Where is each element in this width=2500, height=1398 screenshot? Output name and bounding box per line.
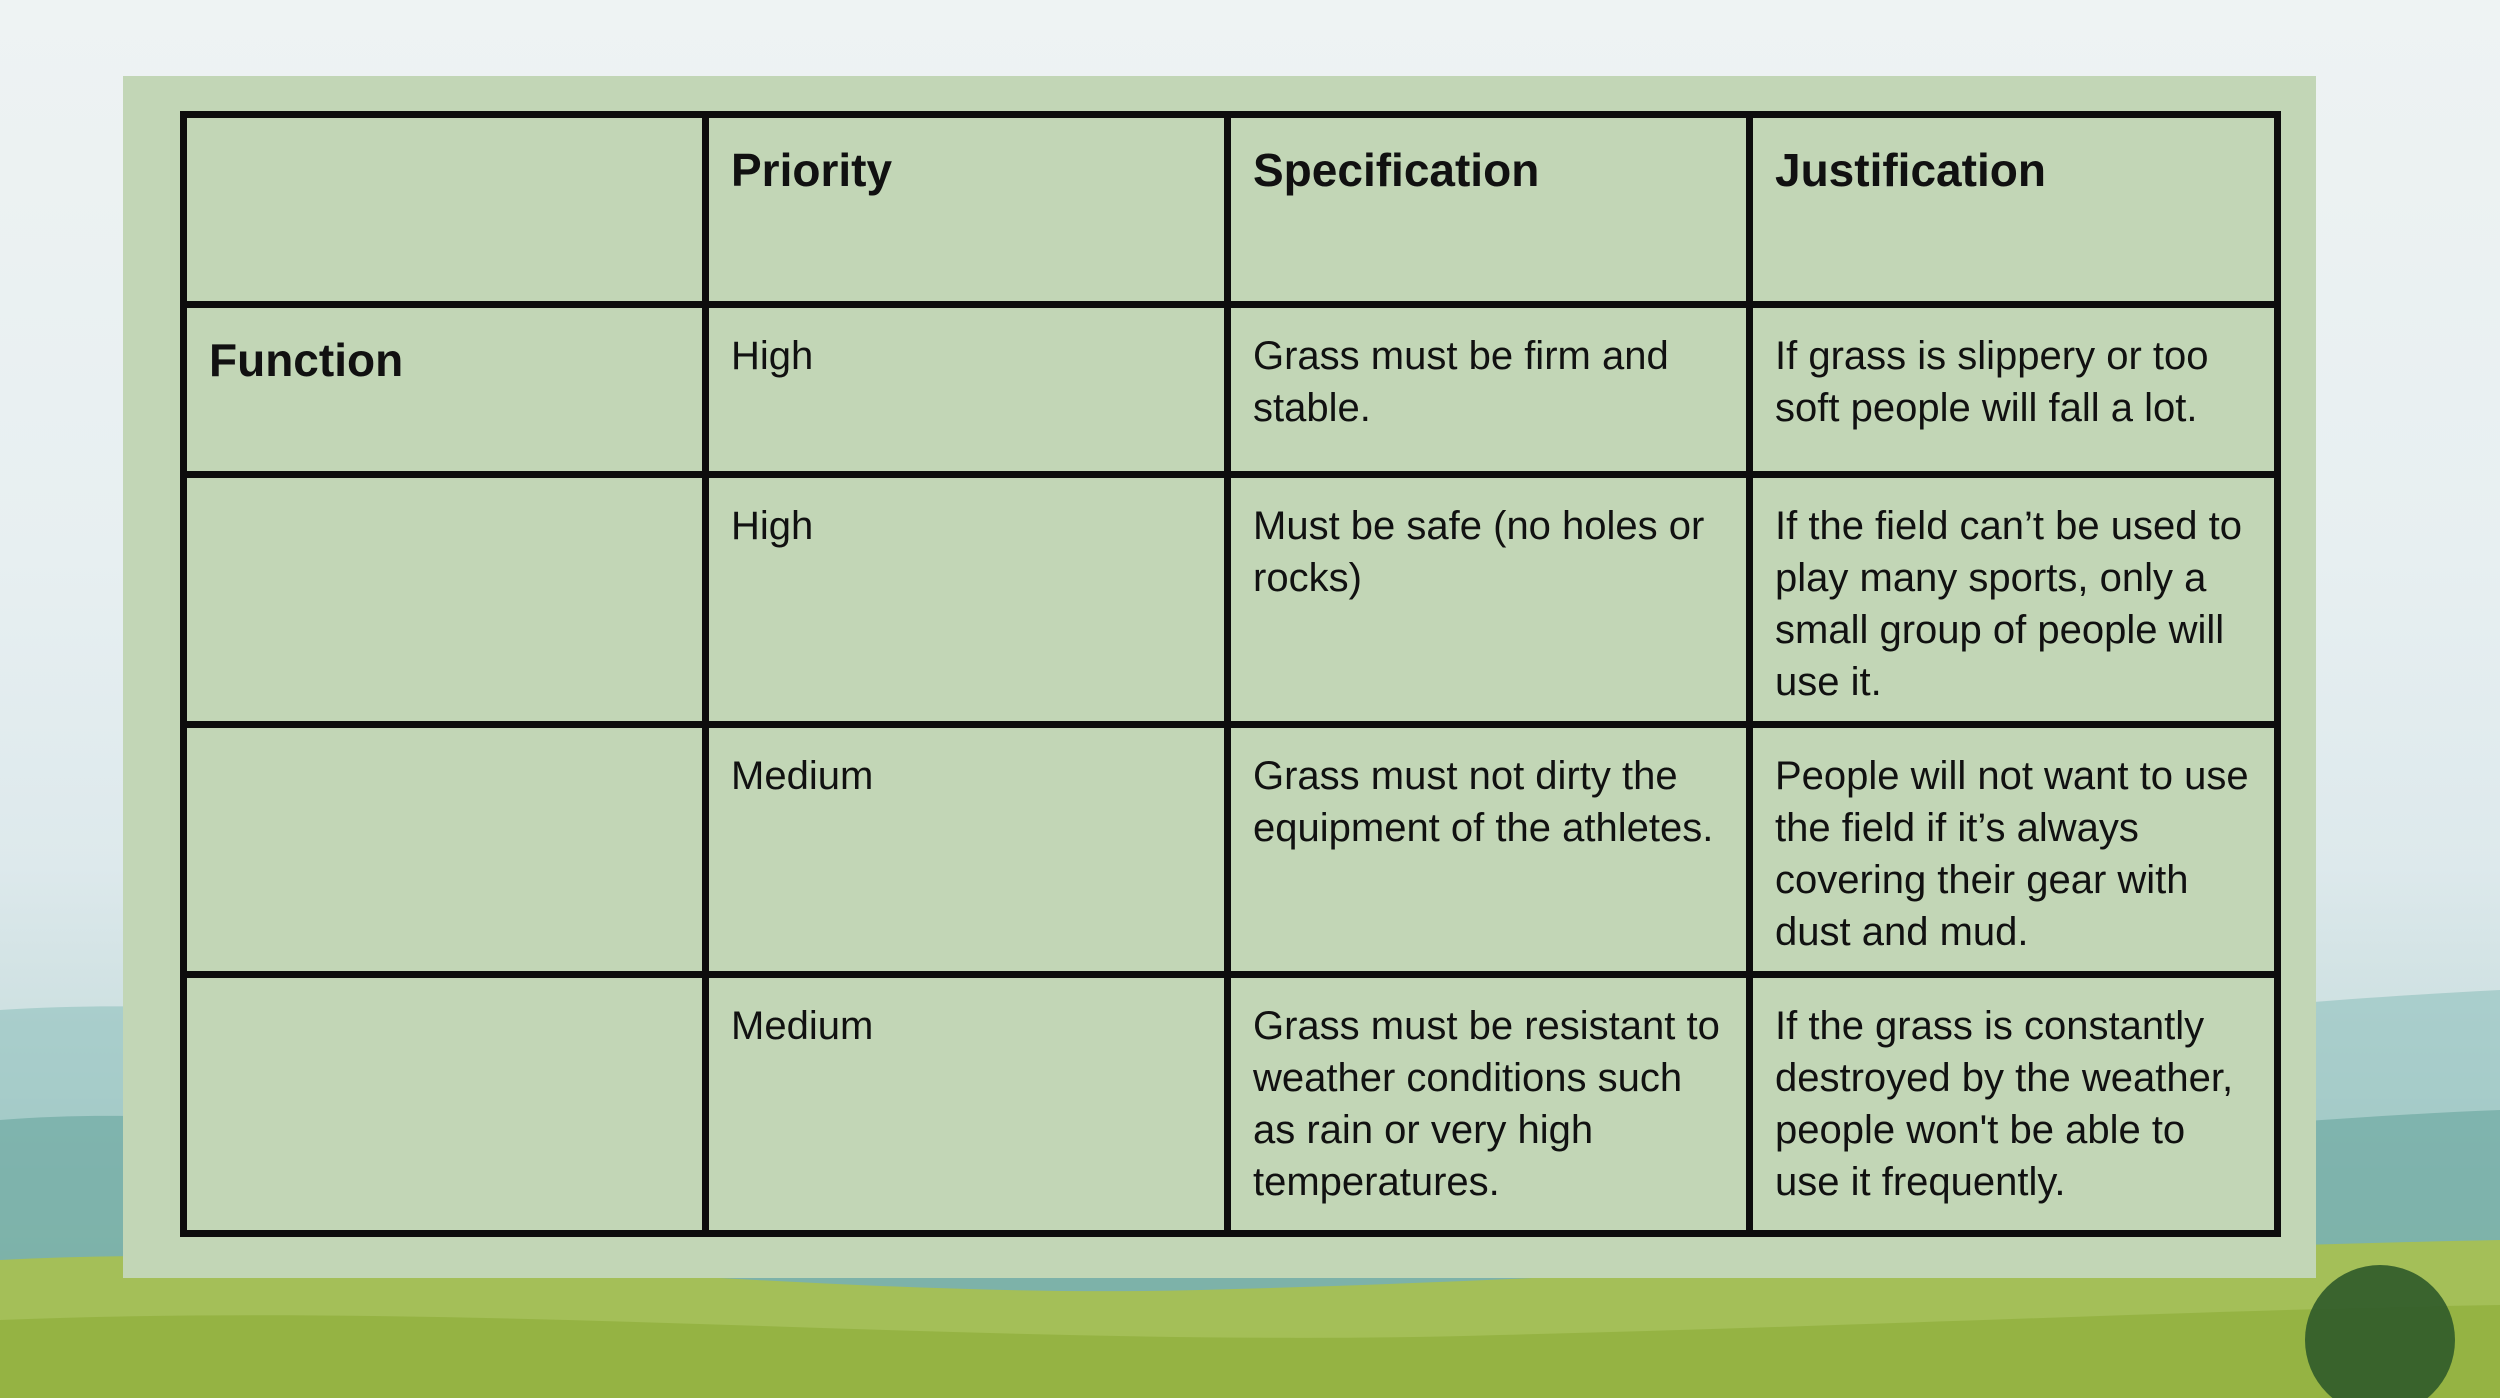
row-label (184, 725, 706, 975)
header-justification: Justification (1750, 115, 2278, 305)
justification-cell: People will not want to use the field if it’s always covering their gear with dust and mud. (1750, 725, 2278, 975)
priority-cell: Medium (706, 975, 1228, 1234)
priority-cell: High (706, 475, 1228, 725)
justification-cell: If the field can’t be used to play many sports, only a small group of people will use it. (1750, 475, 2278, 725)
header-priority: Priority (706, 115, 1228, 305)
content-panel (123, 76, 2316, 1278)
justification-cell: If grass is slippery or too soft people will fall a lot. (1750, 305, 2278, 475)
row-label (184, 975, 706, 1234)
header-specification: Specification (1228, 115, 1750, 305)
table-row (184, 475, 2278, 725)
table-row (184, 305, 2278, 475)
row-label: Function (184, 305, 706, 475)
table-row (184, 725, 2278, 975)
specification-cell: Grass must be firm and stable. (1228, 305, 1750, 475)
specification-table (180, 111, 2281, 1237)
row-label (184, 475, 706, 725)
priority-cell: High (706, 305, 1228, 475)
header-cell-empty (184, 115, 706, 305)
priority-cell: Medium (706, 725, 1228, 975)
specification-cell: Grass must be resistant to weather conditions such as rain or very high temperatures. (1228, 975, 1750, 1234)
table-header-row (184, 115, 2278, 305)
justification-cell: If the grass is constantly destroyed by the weather, people won't be able to use it frequently. (1750, 975, 2278, 1234)
specification-cell: Must be safe (no holes or rocks) (1228, 475, 1750, 725)
specification-cell: Grass must not dirty the equipment of the athletes. (1228, 725, 1750, 975)
table-row (184, 975, 2278, 1234)
